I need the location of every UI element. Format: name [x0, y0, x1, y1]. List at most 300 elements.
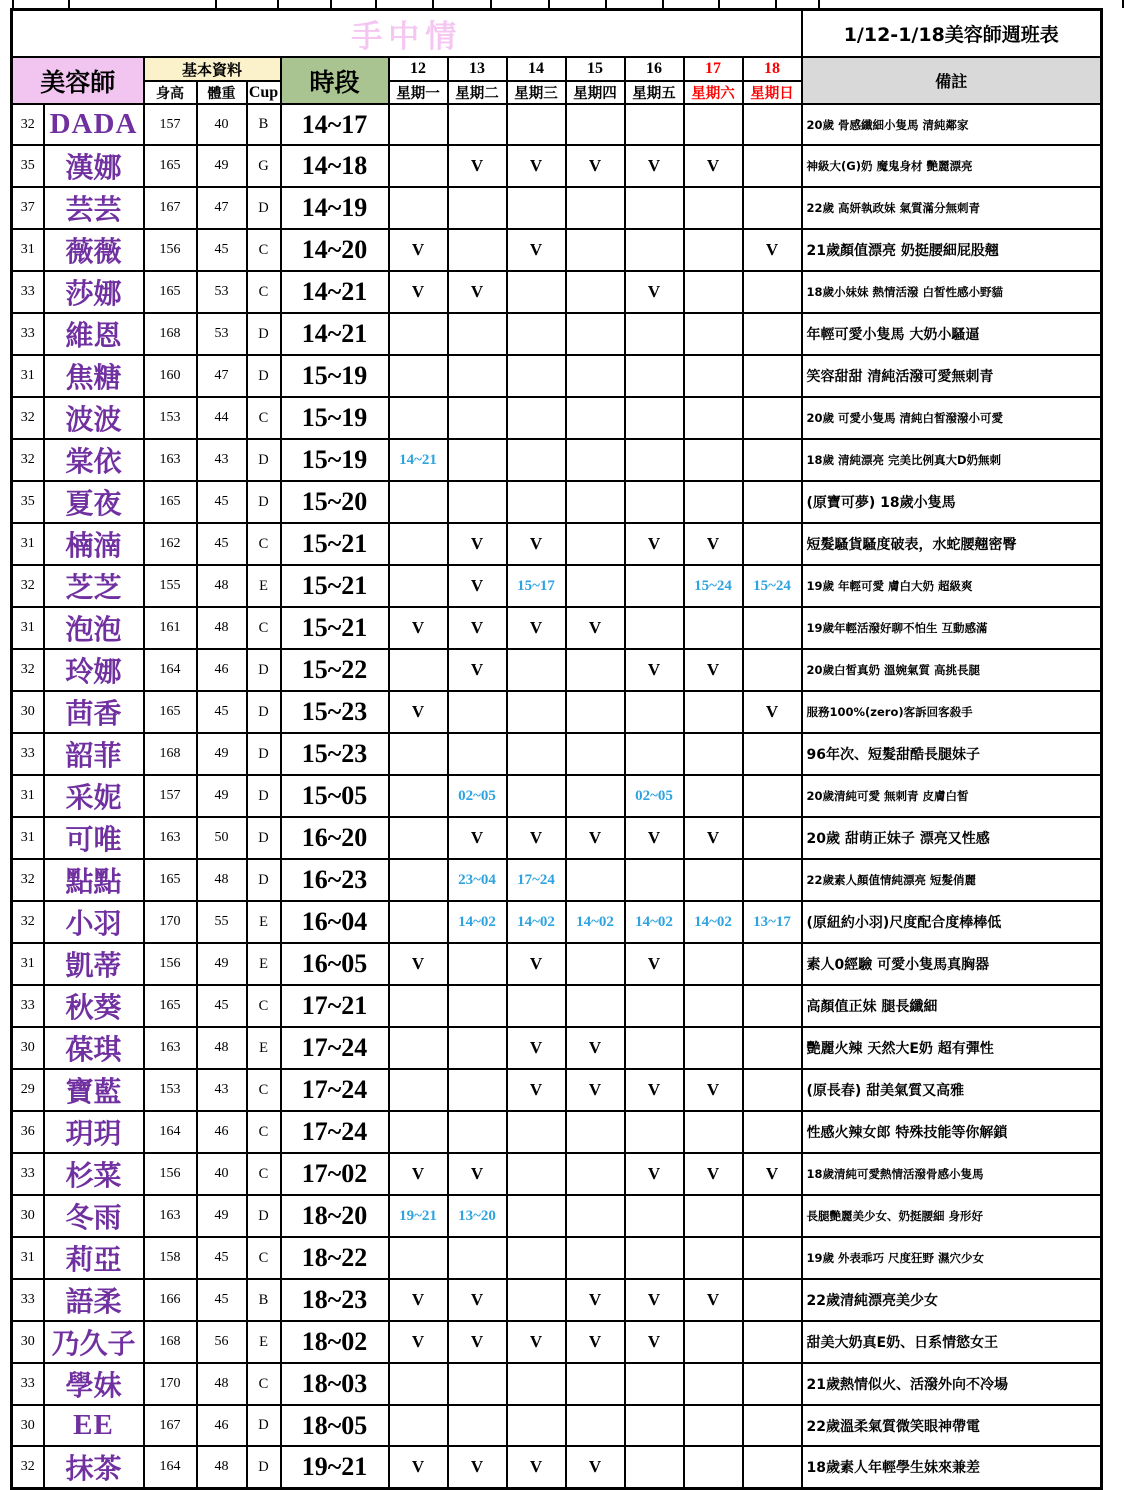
- day-cell: V: [743, 691, 802, 733]
- cup-cell: D: [247, 691, 281, 733]
- remark-cell: 96年次、短髮甜酷長腿妹子: [802, 733, 1102, 775]
- beautician-row: [12, 565, 1102, 607]
- timeslot-cell: 18~20: [281, 1195, 389, 1237]
- age-cell: 37: [12, 187, 44, 229]
- timeslot-cell: 14~19: [281, 187, 389, 229]
- day-cell: [625, 313, 684, 355]
- remark-cell: 20歲 骨感纖細小隻馬 清純鄰家: [802, 104, 1102, 145]
- day-cell: [389, 985, 448, 1027]
- day-cell: V: [684, 1279, 743, 1321]
- day-cell: [625, 859, 684, 901]
- day-cell: [625, 187, 684, 229]
- day-cell: [566, 1153, 625, 1195]
- day-cell: 15~17: [507, 565, 566, 607]
- timeslot-cell: 16~05: [281, 943, 389, 985]
- day-cell: V: [389, 943, 448, 985]
- table-gridline: [818, 0, 820, 8]
- weight-cell: 53: [197, 313, 247, 355]
- day-cell: V: [743, 229, 802, 271]
- day-cell: [743, 481, 802, 523]
- weight-cell: 43: [197, 439, 247, 481]
- weight-cell: 48: [197, 1027, 247, 1069]
- beautician-row: [12, 607, 1102, 649]
- timeslot-cell: 15~19: [281, 397, 389, 439]
- cup-cell: C: [247, 607, 281, 649]
- table-gridline: [548, 0, 550, 8]
- age-cell: 30: [12, 1027, 44, 1069]
- day-cell: 13~20: [448, 1195, 507, 1237]
- day-cell: [389, 1363, 448, 1405]
- day-cell: [448, 1237, 507, 1279]
- remark-cell: 神級大(G)奶 魔鬼身材 艷麗漂亮: [802, 145, 1102, 187]
- day-cell: [448, 1027, 507, 1069]
- day-cell: V: [448, 649, 507, 691]
- day-cell: V: [566, 1027, 625, 1069]
- weight-cell: 45: [197, 985, 247, 1027]
- weekday-header: 星期六: [684, 81, 743, 104]
- day-cell: V: [507, 1069, 566, 1111]
- cup-cell: C: [247, 985, 281, 1027]
- day-cell: [743, 145, 802, 187]
- day-cell: [684, 691, 743, 733]
- table-gridline: [1122, 0, 1124, 8]
- remark-cell: 20歲 可愛小隻馬 清純白皙潑潑小可愛: [802, 397, 1102, 439]
- day-cell: [743, 439, 802, 481]
- weight-cell: 44: [197, 397, 247, 439]
- weight-cell: 48: [197, 607, 247, 649]
- day-cell: [684, 1111, 743, 1153]
- day-cell: [743, 1321, 802, 1363]
- day-cell: [743, 104, 802, 145]
- day-cell: V: [448, 817, 507, 859]
- day-cell: 17~24: [507, 859, 566, 901]
- height-cell: 168: [144, 1321, 197, 1363]
- day-cell: [684, 187, 743, 229]
- day-date-header: 13: [448, 57, 507, 81]
- height-cell: 160: [144, 355, 197, 397]
- beautician-row: [12, 901, 1102, 943]
- header-weight: 體重: [197, 81, 247, 104]
- timeslot-cell: 14~21: [281, 271, 389, 313]
- height-cell: 167: [144, 1405, 197, 1446]
- remark-cell: 性感火辣女郎 特殊技能等你解鎖: [802, 1111, 1102, 1153]
- height-cell: 157: [144, 104, 197, 145]
- header-timeslot: 時段: [281, 57, 389, 104]
- cup-cell: D: [247, 355, 281, 397]
- name-cell: 凱蒂: [44, 943, 144, 985]
- day-cell: [743, 1363, 802, 1405]
- age-cell: 33: [12, 985, 44, 1027]
- day-date-header: 12: [389, 57, 448, 81]
- day-cell: 14~02: [566, 901, 625, 943]
- age-cell: 30: [12, 691, 44, 733]
- day-cell: [684, 313, 743, 355]
- height-cell: 162: [144, 523, 197, 565]
- height-cell: 165: [144, 145, 197, 187]
- day-cell: V: [625, 523, 684, 565]
- beautician-row: [12, 439, 1102, 481]
- schedule-table: [10, 8, 1103, 1490]
- day-cell: V: [389, 1321, 448, 1363]
- table-gridline: [215, 0, 217, 8]
- cup-cell: C: [247, 1111, 281, 1153]
- beautician-row: [12, 943, 1102, 985]
- beautician-row: [12, 271, 1102, 313]
- day-cell: [684, 985, 743, 1027]
- remark-cell: 素人0經驗 可愛小隻馬真胸器: [802, 943, 1102, 985]
- beautician-row: [12, 1279, 1102, 1321]
- day-cell: [625, 481, 684, 523]
- height-cell: 164: [144, 1111, 197, 1153]
- day-cell: [448, 313, 507, 355]
- day-cell: [507, 397, 566, 439]
- weekday-header: 星期三: [507, 81, 566, 104]
- day-cell: [743, 1446, 802, 1489]
- day-cell: [743, 1237, 802, 1279]
- weight-cell: 40: [197, 1153, 247, 1195]
- day-cell: V: [389, 1446, 448, 1489]
- timeslot-cell: 16~23: [281, 859, 389, 901]
- day-cell: V: [507, 817, 566, 859]
- beautician-row: [12, 523, 1102, 565]
- day-cell: [743, 985, 802, 1027]
- remark-cell: 19歲年輕活潑好聊不怕生 互動感滿: [802, 607, 1102, 649]
- remark-cell: 22歲素人顏值情純漂亮 短髮俏麗: [802, 859, 1102, 901]
- beautician-row: [12, 985, 1102, 1027]
- age-cell: 32: [12, 1446, 44, 1489]
- day-cell: [684, 943, 743, 985]
- name-cell: 芝芝: [44, 565, 144, 607]
- day-cell: [684, 1027, 743, 1069]
- day-cell: [389, 733, 448, 775]
- day-cell: V: [507, 943, 566, 985]
- day-cell: [389, 397, 448, 439]
- day-cell: [507, 1363, 566, 1405]
- timeslot-cell: 19~21: [281, 1446, 389, 1489]
- day-cell: V: [684, 1153, 743, 1195]
- remark-cell: 21歲熱情似火、活潑外向不冷場: [802, 1363, 1102, 1405]
- day-cell: 14~21: [389, 439, 448, 481]
- name-cell: 杉菜: [44, 1153, 144, 1195]
- height-cell: 164: [144, 649, 197, 691]
- name-cell: 夏夜: [44, 481, 144, 523]
- day-cell: [448, 1069, 507, 1111]
- weight-cell: 49: [197, 1195, 247, 1237]
- day-cell: 02~05: [448, 775, 507, 817]
- day-cell: V: [448, 1321, 507, 1363]
- cup-cell: C: [247, 1153, 281, 1195]
- age-cell: 31: [12, 775, 44, 817]
- day-cell: [507, 1279, 566, 1321]
- height-cell: 156: [144, 229, 197, 271]
- cup-cell: G: [247, 145, 281, 187]
- day-cell: [566, 523, 625, 565]
- day-cell: [566, 187, 625, 229]
- day-cell: [389, 859, 448, 901]
- weight-cell: 43: [197, 1069, 247, 1111]
- age-cell: 33: [12, 733, 44, 775]
- day-cell: [625, 565, 684, 607]
- age-cell: 31: [12, 229, 44, 271]
- age-cell: 30: [12, 1405, 44, 1446]
- name-cell: 莉亞: [44, 1237, 144, 1279]
- day-cell: [684, 1446, 743, 1489]
- day-cell: V: [625, 817, 684, 859]
- cup-cell: D: [247, 439, 281, 481]
- name-cell: 莎娜: [44, 271, 144, 313]
- remark-cell: 21歲顏值漂亮 奶挺腰細屁股翹: [802, 229, 1102, 271]
- day-date-header: 14: [507, 57, 566, 81]
- day-cell: [507, 1237, 566, 1279]
- day-cell: [743, 1405, 802, 1446]
- name-cell: 韶菲: [44, 733, 144, 775]
- remark-cell: 22歲清純漂亮美少女: [802, 1279, 1102, 1321]
- name-cell: 玥玥: [44, 1111, 144, 1153]
- day-cell: V: [448, 271, 507, 313]
- day-cell: [684, 229, 743, 271]
- timeslot-cell: 17~24: [281, 1027, 389, 1069]
- cup-cell: D: [247, 1195, 281, 1237]
- week-range-title: 1/12-1/18美容師週班表: [802, 10, 1102, 58]
- day-cell: [389, 1405, 448, 1446]
- day-cell: [625, 1237, 684, 1279]
- beautician-row: [12, 187, 1102, 229]
- day-cell: [507, 985, 566, 1027]
- day-cell: [566, 649, 625, 691]
- day-cell: V: [448, 523, 507, 565]
- timeslot-cell: 15~22: [281, 649, 389, 691]
- beautician-row: [12, 1363, 1102, 1405]
- name-cell: 寶藍: [44, 1069, 144, 1111]
- day-cell: [448, 355, 507, 397]
- day-cell: [743, 187, 802, 229]
- day-cell: V: [625, 1321, 684, 1363]
- height-cell: 157: [144, 775, 197, 817]
- weight-cell: 47: [197, 355, 247, 397]
- day-cell: V: [625, 649, 684, 691]
- cup-cell: D: [247, 733, 281, 775]
- day-cell: [625, 985, 684, 1027]
- day-cell: [743, 943, 802, 985]
- name-cell: 采妮: [44, 775, 144, 817]
- day-cell: [684, 355, 743, 397]
- cup-cell: D: [247, 1405, 281, 1446]
- day-cell: [389, 649, 448, 691]
- day-cell: [448, 187, 507, 229]
- table-gridline: [775, 0, 777, 8]
- day-cell: [684, 397, 743, 439]
- day-cell: 14~02: [507, 901, 566, 943]
- height-cell: 165: [144, 985, 197, 1027]
- day-cell: [566, 355, 625, 397]
- age-cell: 31: [12, 943, 44, 985]
- height-cell: 168: [144, 313, 197, 355]
- cup-cell: D: [247, 187, 281, 229]
- table-gridline: [718, 0, 720, 8]
- day-cell: [743, 1195, 802, 1237]
- weight-cell: 55: [197, 901, 247, 943]
- age-cell: 35: [12, 481, 44, 523]
- day-cell: [743, 313, 802, 355]
- remark-cell: 20歲 甜萌正妹子 漂亮又性感: [802, 817, 1102, 859]
- day-cell: V: [507, 523, 566, 565]
- day-cell: [507, 733, 566, 775]
- page-title: 手中情: [12, 10, 802, 58]
- day-cell: [507, 775, 566, 817]
- day-cell: [389, 481, 448, 523]
- remark-cell: 22歲 高妍執政妹 氣質滿分無刺青: [802, 187, 1102, 229]
- cup-cell: C: [247, 1069, 281, 1111]
- height-cell: 165: [144, 691, 197, 733]
- day-cell: V: [684, 649, 743, 691]
- day-cell: [684, 271, 743, 313]
- day-cell: [389, 901, 448, 943]
- remark-cell: 笑容甜甜 清純活潑可愛無刺青: [802, 355, 1102, 397]
- day-cell: [743, 1111, 802, 1153]
- table-gridline: [605, 0, 607, 8]
- height-cell: 156: [144, 1153, 197, 1195]
- remark-cell: 18歲 清純漂亮 完美比例真大D奶無刺: [802, 439, 1102, 481]
- name-cell: 維恩: [44, 313, 144, 355]
- weekday-header: 星期日: [743, 81, 802, 104]
- day-cell: V: [507, 229, 566, 271]
- beautician-row: [12, 229, 1102, 271]
- day-cell: [448, 104, 507, 145]
- day-cell: [743, 523, 802, 565]
- day-cell: [743, 775, 802, 817]
- day-cell: [448, 943, 507, 985]
- weight-cell: 49: [197, 775, 247, 817]
- cup-cell: B: [247, 1279, 281, 1321]
- age-cell: 31: [12, 607, 44, 649]
- weight-cell: 50: [197, 817, 247, 859]
- height-cell: 163: [144, 439, 197, 481]
- remark-cell: 20歲白皙真奶 溫婉氣質 高挑長腿: [802, 649, 1102, 691]
- height-cell: 166: [144, 1279, 197, 1321]
- day-cell: [448, 397, 507, 439]
- height-cell: 163: [144, 817, 197, 859]
- day-cell: V: [389, 271, 448, 313]
- day-cell: [625, 1446, 684, 1489]
- weight-cell: 45: [197, 229, 247, 271]
- beautician-row: [12, 1069, 1102, 1111]
- day-cell: V: [507, 607, 566, 649]
- day-cell: [389, 565, 448, 607]
- cup-cell: D: [247, 313, 281, 355]
- name-cell: 可唯: [44, 817, 144, 859]
- name-cell: 學妹: [44, 1363, 144, 1405]
- day-cell: [507, 481, 566, 523]
- day-cell: [743, 1279, 802, 1321]
- day-cell: V: [507, 1321, 566, 1363]
- cup-cell: C: [247, 523, 281, 565]
- day-cell: [625, 104, 684, 145]
- day-cell: [684, 775, 743, 817]
- timeslot-cell: 15~20: [281, 481, 389, 523]
- height-cell: 165: [144, 859, 197, 901]
- day-cell: [625, 397, 684, 439]
- name-cell: 點點: [44, 859, 144, 901]
- table-gridline: [490, 0, 492, 8]
- day-cell: [389, 104, 448, 145]
- day-cell: [743, 859, 802, 901]
- age-cell: 32: [12, 649, 44, 691]
- day-cell: [743, 733, 802, 775]
- day-cell: V: [566, 145, 625, 187]
- day-cell: [566, 481, 625, 523]
- day-cell: 14~02: [448, 901, 507, 943]
- cropped-row-top: [10, 0, 1124, 8]
- weight-cell: 40: [197, 104, 247, 145]
- day-cell: [743, 1069, 802, 1111]
- beautician-row: [12, 355, 1102, 397]
- remark-cell: (原長春) 甜美氣質又高雅: [802, 1069, 1102, 1111]
- cup-cell: E: [247, 1027, 281, 1069]
- day-cell: [448, 439, 507, 481]
- day-cell: [684, 1363, 743, 1405]
- day-cell: [389, 1027, 448, 1069]
- day-cell: [507, 313, 566, 355]
- day-cell: [625, 607, 684, 649]
- day-cell: [389, 187, 448, 229]
- cup-cell: E: [247, 901, 281, 943]
- age-cell: 32: [12, 565, 44, 607]
- day-cell: V: [507, 145, 566, 187]
- name-cell: 楠湳: [44, 523, 144, 565]
- day-cell: [684, 439, 743, 481]
- weekday-header: 星期一: [389, 81, 448, 104]
- beautician-row: [12, 481, 1102, 523]
- beautician-row: [12, 1153, 1102, 1195]
- age-cell: 31: [12, 355, 44, 397]
- beautician-row: [12, 1321, 1102, 1363]
- day-cell: [507, 104, 566, 145]
- beautician-row: [12, 1111, 1102, 1153]
- cup-cell: D: [247, 481, 281, 523]
- age-cell: 36: [12, 1111, 44, 1153]
- day-cell: [566, 943, 625, 985]
- day-cell: [625, 1363, 684, 1405]
- day-date-header: 16: [625, 57, 684, 81]
- beautician-row: [12, 1237, 1102, 1279]
- day-date-header: 17: [684, 57, 743, 81]
- cup-cell: D: [247, 817, 281, 859]
- day-cell: V: [625, 1069, 684, 1111]
- remark-cell: 18歲小妹妹 熱情活潑 白皙性感小野貓: [802, 271, 1102, 313]
- beautician-row: [12, 104, 1102, 145]
- table-gridline: [375, 0, 377, 8]
- name-cell: 秋葵: [44, 985, 144, 1027]
- beautician-row: [12, 397, 1102, 439]
- day-cell: 02~05: [625, 775, 684, 817]
- name-cell: EE: [44, 1405, 144, 1446]
- day-cell: [566, 104, 625, 145]
- weekday-header: 星期二: [448, 81, 507, 104]
- weight-cell: 46: [197, 1111, 247, 1153]
- day-cell: [743, 271, 802, 313]
- day-cell: V: [507, 1446, 566, 1489]
- day-cell: [389, 775, 448, 817]
- table-gridline: [662, 0, 664, 8]
- timeslot-cell: 17~02: [281, 1153, 389, 1195]
- age-cell: 29: [12, 1069, 44, 1111]
- timeslot-cell: 15~23: [281, 691, 389, 733]
- beautician-row: [12, 691, 1102, 733]
- day-cell: [389, 355, 448, 397]
- height-cell: 167: [144, 187, 197, 229]
- cup-cell: C: [247, 1237, 281, 1279]
- age-cell: 33: [12, 1363, 44, 1405]
